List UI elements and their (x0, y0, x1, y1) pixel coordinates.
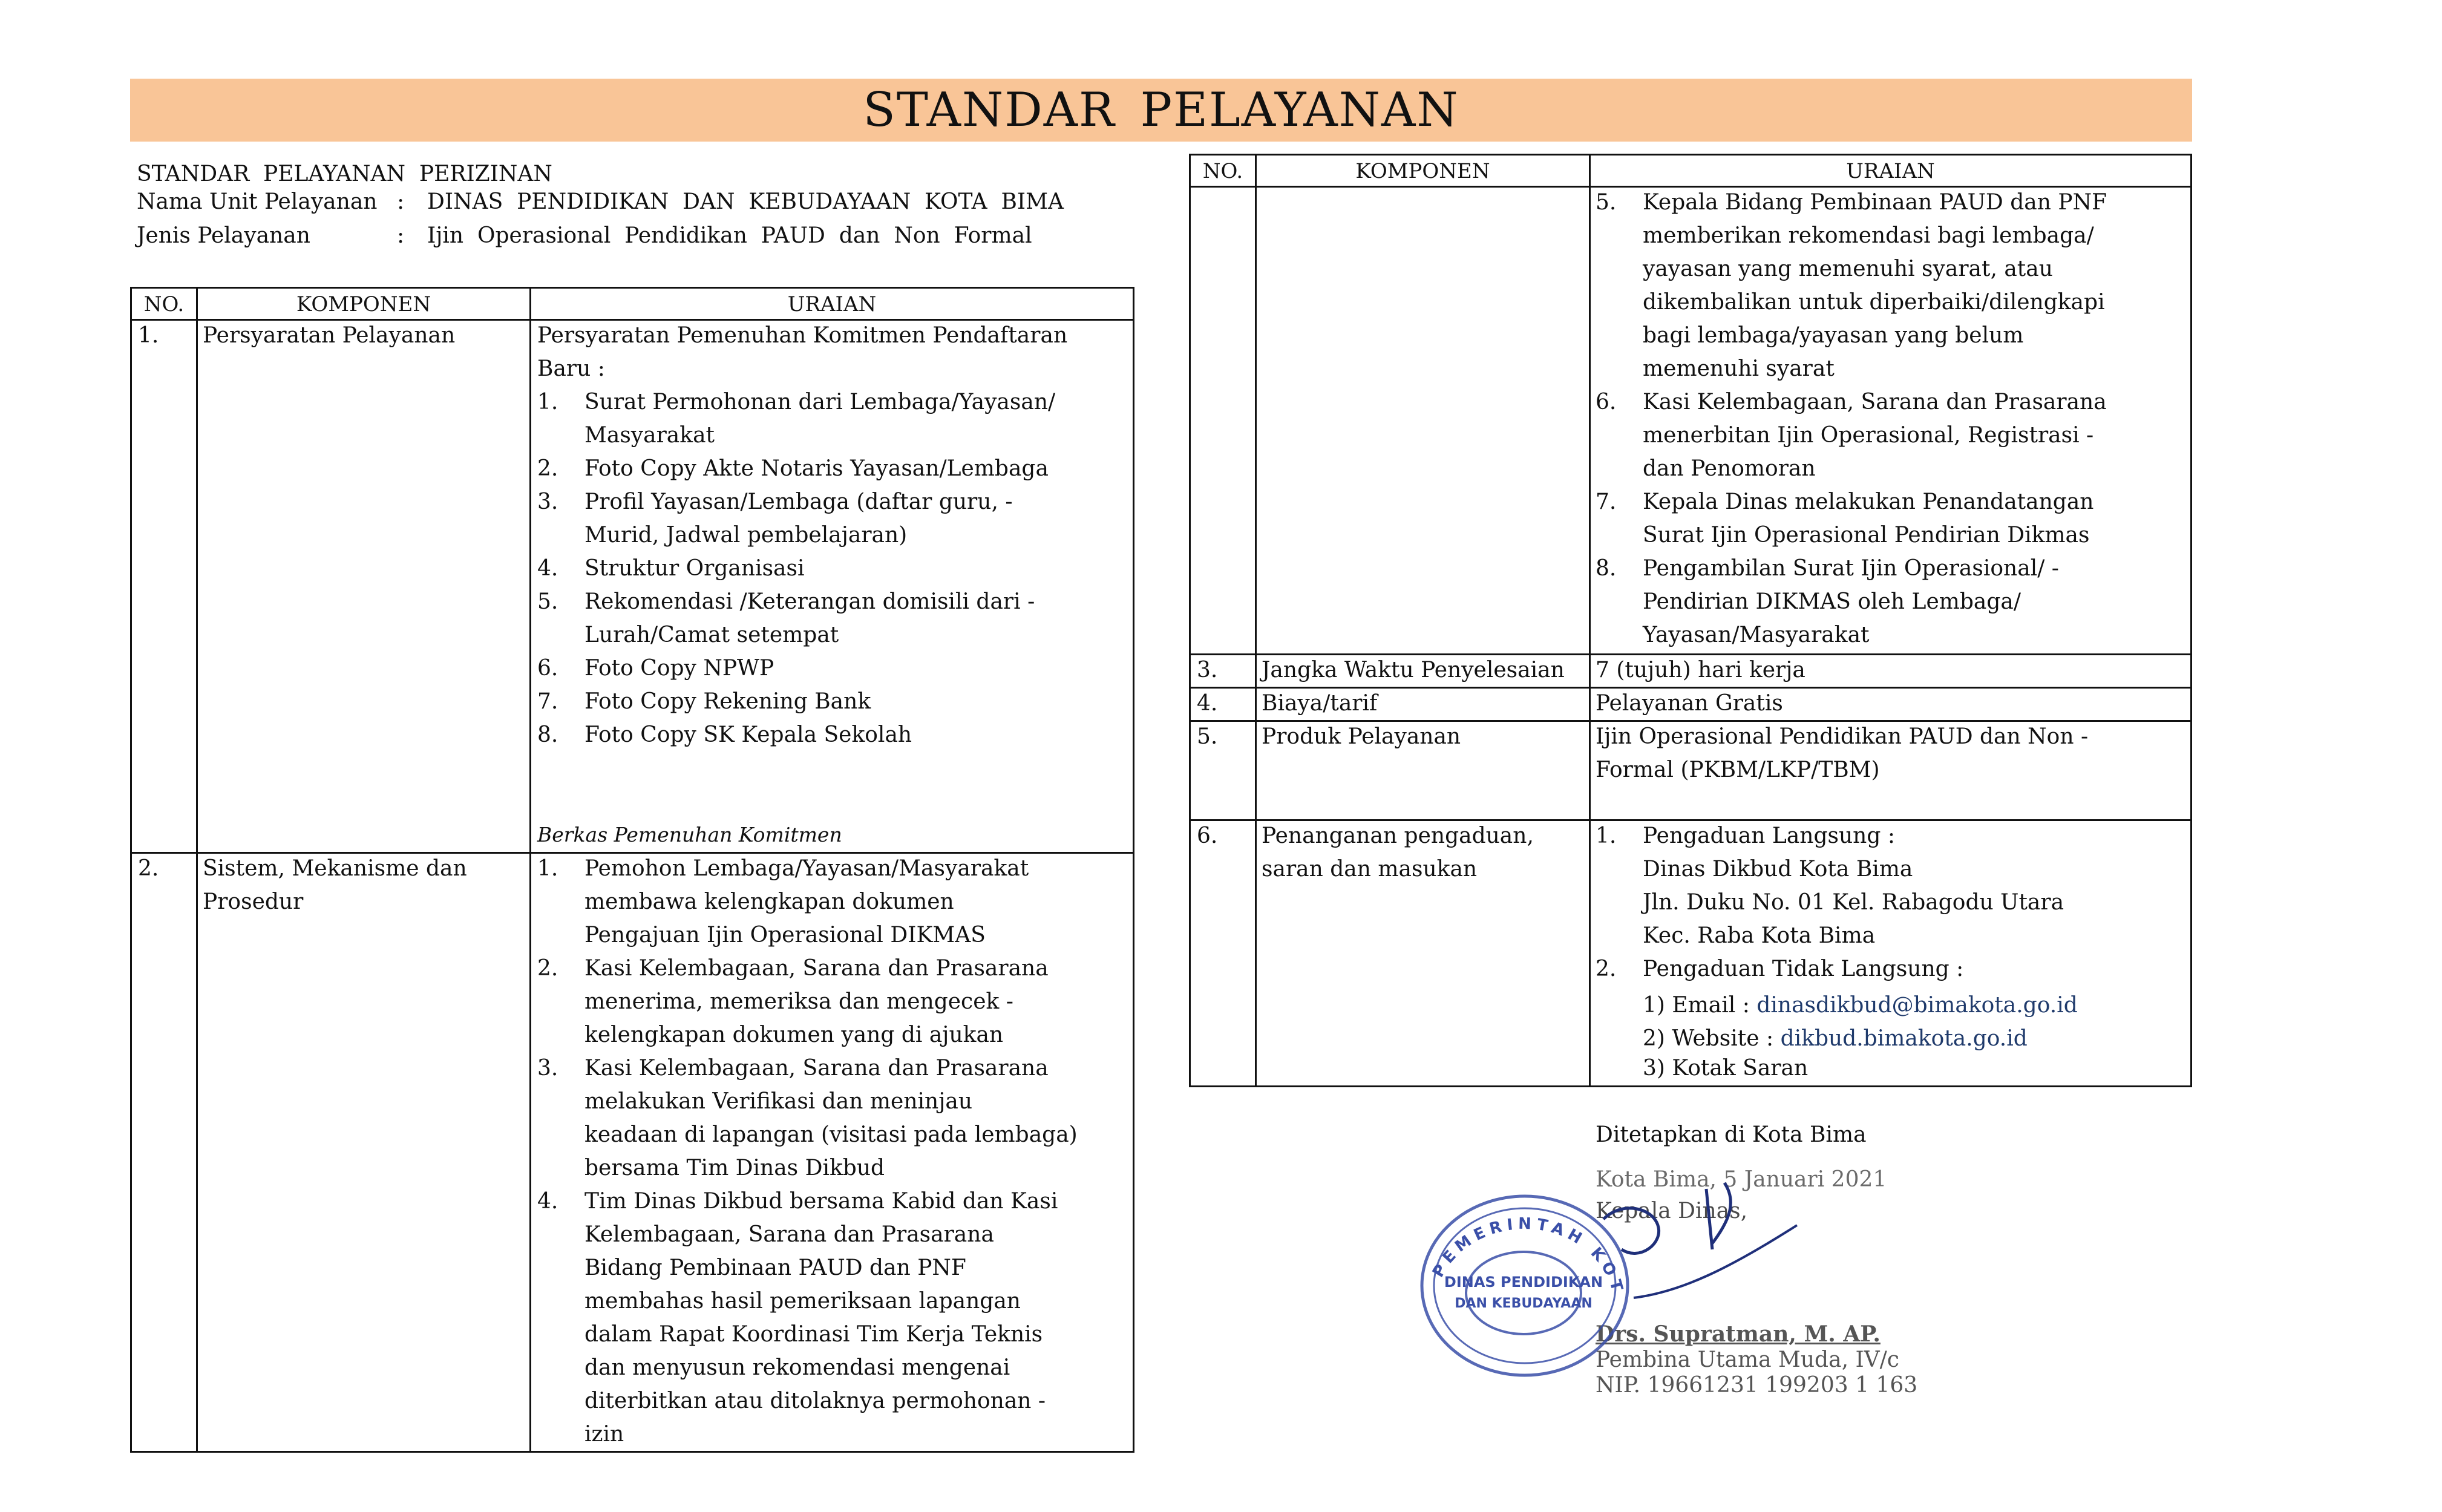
address-line: Jln. Duku No. 01 Kel. Rabagodu Utara (1643, 890, 2064, 915)
list-item-cont: Surat Ijin Operasional Pendirian Dikmas (1643, 523, 2090, 548)
list-item: 2. Foto Copy Akte Notaris Yayasan/Lembaga (537, 456, 1049, 481)
website-line: 2) Website : dikbud.bimakota.go.id (1643, 1026, 2028, 1051)
row3-uraian: 7 (tujuh) hari kerja (1596, 658, 1805, 682)
page-title-bar (130, 79, 2192, 142)
list-item: 4. Tim Dinas Dikbud bersama Kabid dan Kasi (537, 1189, 1058, 1214)
row6-komponen: saran dan masukan (1262, 857, 1478, 882)
email-link[interactable]: dinasdikbud@bimakota.go.id (1756, 993, 2078, 1018)
row1-footnote: Berkas Pemenuhan Komitmen (537, 823, 842, 846)
list-item: 2. Pengaduan Tidak Langsung : (1596, 957, 1964, 981)
list-item: 8. Foto Copy SK Kepala Sekolah (537, 722, 912, 747)
row5-uraian: Ijin Operasional Pendidikan PAUD dan Non - (1596, 724, 2089, 749)
list-item-cont: Masyarakat (584, 423, 715, 448)
list-item-cont: menerbitan Ijin Operasional, Registrasi - (1643, 423, 2094, 448)
list-item: 2. Kasi Kelembagaan, Sarana dan Prasarana (537, 956, 1049, 981)
list-item: 7. Foto Copy Rekening Bank (537, 689, 871, 714)
list-item-cont: Pengajuan Ijin Operasional DIKMAS (584, 923, 986, 947)
list-item-cont: izin (584, 1422, 624, 1447)
row5-uraian: Formal (PKBM/LKP/TBM) (1596, 758, 1880, 782)
list-item-cont: yayasan yang memenuhi syarat, atau (1643, 257, 2053, 281)
list-item-cont: dan Penomoran (1643, 456, 1816, 481)
right-col-uraian-header: URAIAN (1846, 159, 1935, 183)
row2-komponen: Sistem, Mekanisme dan (203, 856, 467, 881)
list-item-cont: kelengkapan dokumen yang di ajukan (584, 1023, 1004, 1047)
list-item: 3. Profil Yayasan/Lembaga (daftar guru, - (537, 489, 1013, 514)
signature-date: Kota Bima, 5 Januari 2021 (1596, 1167, 1887, 1192)
list-item-cont: membawa kelengkapan dokumen (584, 889, 954, 914)
list-item-cont: Lurah/Camat setempat (584, 623, 839, 647)
list-item: 1. Surat Permohonan dari Lembaga/Yayasan/ (537, 390, 1056, 414)
row5-no: 5. (1197, 724, 1218, 749)
row6-no: 6. (1197, 823, 1218, 848)
row1-intro: Persyaratan Pemenuhan Komitmen Pendaftaran (537, 323, 1068, 348)
list-item-cont: dikembalikan untuk diperbaiki/dilengkapi (1643, 290, 2105, 315)
list-item: 6. Foto Copy NPWP (537, 656, 774, 681)
list-item-cont: menerima, memeriksa dan mengecek - (584, 989, 1013, 1014)
list-item-cont: Yayasan/Masyarakat (1643, 623, 1870, 647)
list-item: 1. Pengaduan Langsung : (1596, 823, 1895, 848)
list-item: 5. Rekomendasi /Keterangan domisili dari - (537, 589, 1035, 614)
left-col-komponen-header: KOMPONEN (296, 292, 431, 316)
list-item-cont: Kelembagaan, Sarana dan Prasarana (584, 1222, 994, 1247)
row1-no: 1. (138, 323, 159, 348)
row4-uraian: Pelayanan Gratis (1596, 691, 1783, 716)
list-item: 4. Struktur Organisasi (537, 556, 805, 581)
address-line: Dinas Dikbud Kota Bima (1643, 857, 1913, 882)
row3-komponen: Jangka Waktu Penyelesaian (1262, 658, 1565, 682)
list-item-cont: memberikan rekomendasi bagi lembaga/ (1643, 223, 2094, 248)
website-link[interactable]: dikbud.bimakota.go.id (1780, 1026, 2028, 1051)
signature-place: Ditetapkan di Kota Bima (1596, 1122, 1867, 1147)
header-heading: STANDAR PELAYANAN PERIZINAN (137, 162, 552, 186)
list-item-cont: Murid, Jadwal pembelajaran) (584, 523, 908, 548)
email-line: 1) Email : dinasdikbud@bimakota.go.id (1643, 993, 2078, 1018)
list-item-cont: Bidang Pembinaan PAUD dan PNF (584, 1255, 966, 1280)
list-item: 8. Pengambilan Surat Ijin Operasional/ - (1596, 556, 2059, 581)
header-unit: Nama Unit Pelayanan : DINAS PENDIDIKAN DAN KEBUDAYAAN KOTA BIMA (137, 189, 1064, 214)
row2-no: 2. (138, 856, 159, 881)
list-item-cont: diterbitkan atau ditolaknya permohonan - (584, 1389, 1046, 1413)
list-item: 6. Kasi Kelembagaan, Sarana dan Prasarana (1596, 390, 2107, 414)
list-item: 7. Kepala Dinas melakukan Penandatangan (1596, 489, 2094, 514)
list-item: 5. Kepala Bidang Pembinaan PAUD dan PNF (1596, 190, 2107, 215)
left-col-uraian-header: URAIAN (787, 292, 877, 316)
stamp-inner-line1: DINAS PENDIDIKAN (1444, 1274, 1603, 1291)
signer-name: Drs. Supratman, M. AP. (1596, 1321, 1881, 1347)
page-title: STANDAR PELAYANAN (863, 83, 1459, 137)
list-item: 3. Kasi Kelembagaan, Sarana dan Prasarana (537, 1056, 1049, 1081)
row4-no: 4. (1197, 691, 1218, 716)
list-item-cont: dan menyusun rekomendasi mengenai (584, 1355, 1010, 1380)
row4-komponen: Biaya/tarif (1262, 691, 1378, 716)
handwritten-signature (1585, 1177, 1839, 1328)
row5-komponen: Produk Pelayanan (1262, 724, 1461, 749)
stamp-outer-text: PEMERINTAH KOT (1429, 1214, 1627, 1297)
stamp-inner-line2: DAN KEBUDAYAAN (1455, 1296, 1593, 1311)
signer-rank: Pembina Utama Muda, IV/c (1596, 1347, 1899, 1372)
right-col-komponen-header: KOMPONEN (1355, 159, 1490, 183)
right-col-no-header: NO. (1202, 159, 1243, 183)
list-item-cont: memenuhi syarat (1643, 356, 1835, 381)
signature-role: Kepala Dinas, (1596, 1199, 1748, 1223)
list-item-cont: keadaan di lapangan (visitasi pada lembaga) (584, 1122, 1078, 1147)
row6-komponen: Penanganan pengaduan, (1262, 823, 1534, 848)
list-item-cont: dalam Rapat Koordinasi Tim Kerja Teknis (584, 1322, 1043, 1347)
kotak-saran: 3) Kotak Saran (1643, 1056, 1809, 1081)
list-item-cont: melakukan Verifikasi dan meninjau (584, 1089, 973, 1114)
row1-komponen: Persyaratan Pelayanan (203, 323, 456, 348)
row1-intro: Baru : (537, 356, 605, 381)
list-item-cont: Pendirian DIKMAS oleh Lembaga/ (1643, 589, 2021, 614)
list-item: 1. Pemohon Lembaga/Yayasan/Masyarakat (537, 856, 1029, 881)
address-line: Kec. Raba Kota Bima (1643, 923, 1876, 948)
list-item-cont: bagi lembaga/yayasan yang belum (1643, 323, 2024, 348)
list-item-cont: bersama Tim Dinas Dikbud (584, 1156, 885, 1180)
signer-nip: NIP. 19661231 199203 1 163 (1596, 1373, 1918, 1398)
row3-no: 3. (1197, 658, 1218, 682)
left-col-no-header: NO. (143, 292, 185, 316)
row2-komponen: Prosedur (203, 889, 304, 914)
header-jenis: Jenis Pelayanan : Ijin Operasional Pendidikan PAUD dan Non Formal (137, 223, 1032, 248)
list-item-cont: membahas hasil pemeriksaan lapangan (584, 1289, 1021, 1314)
